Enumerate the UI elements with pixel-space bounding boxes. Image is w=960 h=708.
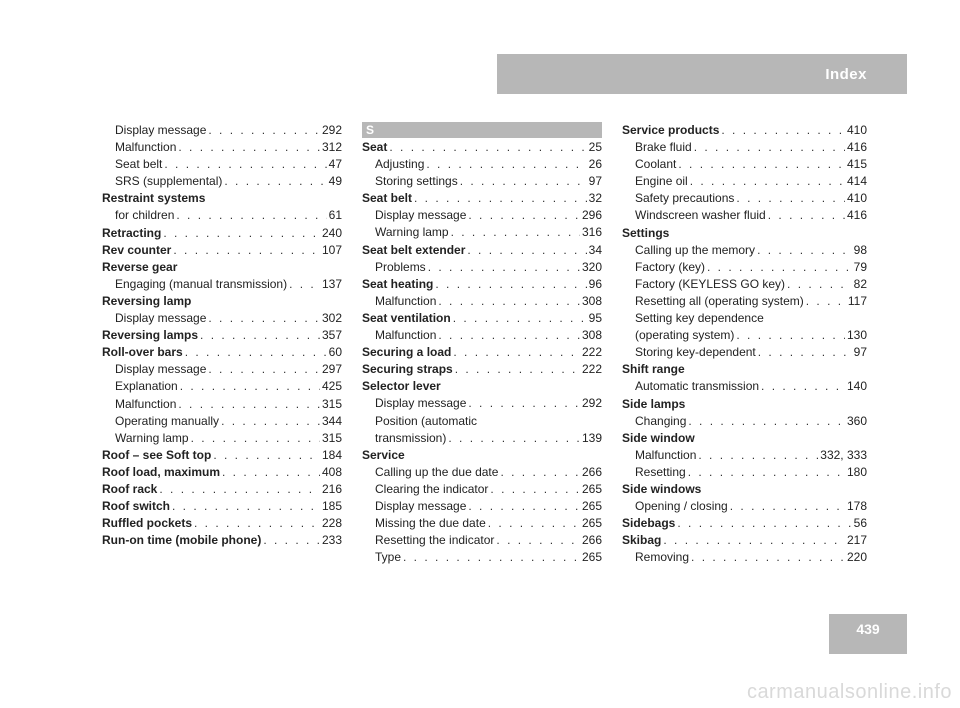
entry-page: 344	[321, 413, 342, 428]
entry-label: Seat belt	[115, 157, 163, 172]
index-entry	[362, 464, 602, 481]
leader-dots	[677, 515, 851, 532]
index-entry	[622, 498, 867, 515]
entry-label: Opening / closing	[635, 499, 728, 514]
index-entry	[362, 549, 602, 566]
leader-dots	[159, 481, 320, 498]
entry-page: 216	[321, 481, 342, 496]
entry-label: Roll-over bars	[102, 345, 183, 360]
index-entry	[102, 310, 342, 327]
leader-dots	[455, 361, 580, 378]
entry-page: 98	[853, 242, 867, 257]
entry-label: Display message	[115, 311, 207, 326]
entry-label: Roof – see Soft top	[102, 447, 212, 462]
entry-page: 185	[321, 499, 342, 514]
entry-label: Seat heating	[362, 276, 434, 291]
entry-label: Securing a load	[362, 345, 452, 360]
entry-label: Factory (key)	[635, 259, 706, 274]
index-entry	[102, 515, 342, 532]
leader-dots	[707, 259, 852, 276]
entry-label: Ruffled pockets	[102, 516, 193, 531]
entry-page: 357	[321, 328, 342, 343]
index-entry	[362, 395, 602, 412]
entry-label: Seat	[362, 140, 388, 154]
leader-dots	[438, 293, 580, 310]
index-entry	[362, 190, 602, 207]
entry-label: Seat belt	[362, 191, 413, 206]
leader-dots	[688, 413, 845, 430]
index-entry	[362, 361, 602, 378]
entry-label: Skibag	[622, 533, 662, 548]
entry-label: Roof load, maximum	[102, 464, 221, 479]
entry-page: 96	[588, 276, 602, 291]
index-entry	[622, 447, 867, 464]
leader-dots	[208, 122, 320, 139]
entry-label: SRS (supplemental)	[115, 174, 223, 189]
leader-dots	[688, 464, 845, 481]
leader-dots	[221, 413, 320, 430]
entry-label: for children	[115, 208, 175, 223]
index-entry	[362, 242, 602, 259]
entry-label: Storing key-dependent	[635, 345, 756, 360]
leader-dots	[663, 532, 845, 549]
leader-dots	[263, 532, 320, 549]
entry-label: Malfunction	[115, 140, 177, 155]
entry-page: 425	[321, 379, 342, 394]
index-entry	[102, 481, 342, 498]
entry-page: 320	[581, 259, 602, 274]
index-entry	[102, 207, 342, 224]
entry-page: 79	[853, 259, 867, 274]
leader-dots	[208, 310, 320, 327]
entry-label: Engine oil	[635, 174, 688, 189]
index-entry	[622, 293, 867, 310]
entry-page: 410	[846, 123, 867, 137]
header-bar	[497, 54, 907, 94]
entry-label: Resetting all (operating system)	[635, 293, 804, 308]
index-entry	[362, 515, 602, 532]
entry-page: 360	[846, 413, 867, 428]
index-entry	[102, 396, 342, 413]
index-entry	[362, 293, 602, 310]
leader-dots	[736, 190, 845, 207]
leader-dots	[694, 139, 845, 156]
entry-label: Type	[375, 550, 402, 565]
index-entry	[102, 327, 342, 344]
leader-dots	[191, 430, 320, 447]
index-entry	[622, 549, 867, 566]
entry-label: Malfunction	[635, 447, 697, 462]
index-entry	[622, 225, 867, 242]
entry-label: Shift range	[622, 362, 685, 377]
entry-label: Coolant	[635, 157, 677, 172]
leader-dots	[222, 464, 320, 481]
leader-dots	[208, 361, 320, 378]
leader-dots	[451, 224, 580, 241]
entry-page: 416	[846, 140, 867, 155]
index-entry	[622, 156, 867, 173]
index-entry	[622, 515, 867, 532]
entry-label: Automatic transmission	[635, 379, 760, 394]
entry-label: Display message	[375, 396, 467, 411]
entry-label: Service	[362, 447, 405, 462]
entry-page: 180	[846, 464, 867, 479]
index-entry	[102, 173, 342, 190]
entry-label: Run-on time (mobile phone)	[102, 533, 262, 548]
leader-dots	[414, 190, 587, 207]
entry-page: 415	[846, 157, 867, 172]
index-entry	[362, 327, 602, 344]
entry-label: Setting key dependence	[635, 311, 764, 326]
index-entry	[102, 464, 342, 481]
index-entry	[362, 310, 602, 327]
entry-page: 316	[581, 225, 602, 240]
entry-page: 414	[846, 174, 867, 189]
index-entry	[622, 378, 867, 395]
index-column-3	[622, 122, 867, 566]
index-entry	[102, 293, 342, 310]
leader-dots	[448, 430, 580, 447]
leader-dots	[403, 549, 580, 566]
index-entry	[102, 276, 342, 293]
leader-dots	[438, 327, 580, 344]
entry-label: Adjusting	[375, 157, 425, 172]
page-number-box	[829, 614, 907, 654]
leader-dots	[768, 207, 845, 224]
index-entry	[622, 481, 867, 498]
entry-label: Resetting the indicator	[375, 533, 495, 548]
leader-dots	[180, 378, 320, 395]
entry-page: 217	[846, 533, 867, 548]
leader-dots	[426, 156, 586, 173]
leader-dots	[490, 481, 580, 498]
index-entry	[102, 122, 342, 139]
entry-label: Windscreen washer fluid	[635, 208, 766, 223]
leader-dots	[453, 344, 580, 361]
leader-dots	[389, 139, 586, 156]
leader-dots	[428, 259, 580, 276]
index-entry	[102, 139, 342, 156]
index-entry	[622, 276, 867, 293]
index-entry	[102, 242, 342, 259]
entry-page: 222	[581, 362, 602, 377]
entry-page: 315	[321, 396, 342, 411]
entry-page: 265	[581, 516, 602, 531]
entry-label: Seat belt extender	[362, 242, 466, 257]
leader-dots	[787, 276, 852, 293]
entry-page: 140	[846, 379, 867, 394]
section-letter-bar: S	[362, 122, 602, 138]
entry-page: 265	[581, 550, 602, 565]
index-entry	[102, 361, 342, 378]
entry-page: 97	[853, 345, 867, 360]
leader-dots	[178, 139, 320, 156]
index-entry	[362, 139, 602, 156]
entry-page: 297	[321, 362, 342, 377]
entry-label: Position (automatic	[375, 413, 478, 428]
leader-dots	[460, 173, 587, 190]
index-entry	[622, 344, 867, 361]
index-entry	[362, 498, 602, 515]
leader-dots	[468, 498, 580, 515]
index-entry	[622, 413, 867, 430]
leader-dots	[761, 378, 845, 395]
entry-label: Settings	[622, 225, 670, 240]
entry-page: 266	[581, 533, 602, 548]
leader-dots	[758, 344, 852, 361]
index-entry	[622, 361, 867, 378]
index-entry	[362, 156, 602, 173]
entry-label: Display message	[115, 362, 207, 377]
index-entry	[102, 156, 342, 173]
entry-label: Reverse gear	[102, 259, 178, 274]
index-entry	[362, 276, 602, 293]
index-entry	[362, 173, 602, 190]
watermark: carmanualsonline.info	[746, 681, 952, 703]
leader-dots	[200, 327, 320, 344]
entry-page: 410	[846, 191, 867, 206]
leader-dots	[690, 173, 845, 190]
leader-dots	[289, 276, 320, 293]
leader-dots	[178, 396, 320, 413]
entry-page: 308	[581, 328, 602, 343]
entry-page: 292	[581, 396, 602, 411]
entry-page: 220	[846, 550, 867, 565]
index-entry	[102, 532, 342, 549]
leader-dots	[468, 395, 580, 412]
entry-label: Removing	[635, 550, 690, 565]
index-entry	[622, 532, 867, 549]
index-entry	[622, 396, 867, 413]
leader-dots	[736, 327, 845, 344]
index-entry	[362, 532, 602, 549]
index-entry	[362, 430, 602, 447]
index-entry	[622, 464, 867, 481]
entry-label: Changing	[635, 413, 687, 428]
leader-dots	[678, 156, 845, 173]
entry-page: 265	[581, 481, 602, 496]
index-entry	[362, 207, 602, 224]
entry-page: 60	[328, 345, 342, 360]
entry-label: Roof switch	[102, 499, 170, 514]
entry-page: 292	[321, 123, 342, 137]
index-entry	[102, 190, 342, 207]
index-entry	[362, 259, 602, 276]
index-entry	[362, 481, 602, 498]
entry-label: Restraint systems	[102, 191, 206, 206]
entry-page: 137	[321, 276, 342, 291]
entry-page: 26	[588, 157, 602, 172]
entry-page: 49	[328, 174, 342, 189]
entry-label: Calling up the memory	[635, 242, 756, 257]
entry-page: 233	[321, 533, 342, 548]
index-entry	[102, 344, 342, 361]
leader-dots	[496, 532, 580, 549]
leader-dots	[467, 242, 586, 259]
leader-dots	[163, 225, 320, 242]
entry-label: Sidebags	[622, 516, 676, 531]
index-entry	[622, 430, 867, 447]
entry-label: Side lamps	[622, 396, 686, 411]
leader-dots	[435, 276, 586, 293]
entry-page: 56	[853, 516, 867, 531]
entry-label: Display message	[115, 123, 207, 137]
entry-label: Malfunction	[375, 328, 437, 343]
entry-page: 240	[321, 225, 342, 240]
index-entry	[622, 139, 867, 156]
entry-page: 265	[581, 498, 602, 513]
leader-dots	[757, 242, 852, 259]
entry-page: 34	[588, 242, 602, 257]
entry-label: Missing the due date	[375, 516, 486, 531]
page-title: Index	[825, 66, 867, 83]
entry-label: Securing straps	[362, 362, 453, 377]
entry-page: 82	[853, 276, 867, 291]
entry-page: 222	[581, 345, 602, 360]
entry-label: Rev counter	[102, 242, 172, 257]
leader-dots	[213, 447, 320, 464]
entry-label: Roof rack	[102, 481, 158, 496]
index-entry	[622, 259, 867, 276]
entry-page: 139	[581, 430, 602, 445]
index-entry	[102, 498, 342, 515]
leader-dots	[185, 344, 327, 361]
index-entry	[622, 310, 867, 327]
entry-label: Selector lever	[362, 379, 441, 394]
entry-label: Side windows	[622, 481, 702, 496]
entry-label: Warning lamp	[375, 225, 449, 240]
entry-label: Brake fluid	[635, 140, 692, 155]
entry-label: Service products	[622, 123, 720, 137]
entry-label: Warning lamp	[115, 430, 189, 445]
entry-label: Calling up the due date	[375, 464, 499, 479]
entry-page: 184	[321, 447, 342, 462]
index-entry	[622, 173, 867, 190]
entry-label: Engaging (manual transmission)	[115, 276, 288, 291]
entry-label: Reversing lamps	[102, 328, 199, 343]
entry-page: 312	[321, 140, 342, 155]
index-entry	[102, 413, 342, 430]
leader-dots	[721, 122, 845, 139]
entry-page: 97	[588, 174, 602, 189]
leader-dots	[806, 293, 846, 310]
entry-label: Factory (KEYLESS GO key)	[635, 276, 786, 291]
leader-dots	[224, 173, 326, 190]
index-entry	[362, 344, 602, 361]
entry-page: 107	[321, 242, 342, 257]
entry-page: 302	[321, 311, 342, 326]
leader-dots	[173, 242, 320, 259]
leader-dots	[500, 464, 580, 481]
entry-label: (operating system)	[635, 328, 735, 343]
index-entry	[362, 378, 602, 395]
index-entry	[622, 122, 867, 139]
entry-page: 32	[588, 191, 602, 206]
leader-dots	[468, 207, 580, 224]
entry-page: 95	[588, 310, 602, 325]
index-entry	[362, 224, 602, 241]
leader-dots	[488, 515, 580, 532]
entry-label: Safety precautions	[635, 191, 735, 206]
entry-label: Problems	[375, 259, 426, 274]
entry-label: Resetting	[635, 464, 686, 479]
entry-page: 47	[328, 157, 342, 172]
index-column-1	[102, 122, 342, 549]
leader-dots	[176, 207, 326, 224]
entry-label: Storing settings	[375, 174, 458, 189]
leader-dots	[730, 498, 845, 515]
entry-page: 61	[328, 208, 342, 223]
index-entry	[622, 327, 867, 344]
entry-page: 228	[321, 516, 342, 531]
entry-label: Explanation	[115, 379, 178, 394]
index-entry	[622, 242, 867, 259]
index-entry	[362, 447, 602, 464]
leader-dots	[691, 549, 845, 566]
entry-page: 308	[581, 293, 602, 308]
index-entry	[622, 207, 867, 224]
leader-dots	[453, 310, 587, 327]
index-entry	[362, 413, 602, 430]
entry-page: 408	[321, 464, 342, 479]
index-entry	[102, 430, 342, 447]
entry-page: 416	[846, 208, 867, 223]
index-entry	[102, 378, 342, 395]
entry-label: Operating manually	[115, 413, 220, 428]
index-entry	[102, 447, 342, 464]
index-entry	[102, 259, 342, 276]
leader-dots	[172, 498, 320, 515]
entry-label: Display message	[375, 498, 467, 513]
entry-label: Malfunction	[115, 396, 177, 411]
leader-dots	[164, 156, 326, 173]
entry-page: 178	[846, 499, 867, 514]
entry-label: Seat ventilation	[362, 310, 451, 325]
entry-label: transmission)	[375, 430, 447, 445]
entry-page: 266	[581, 464, 602, 479]
entry-label: Side window	[622, 430, 695, 445]
index-entry	[622, 190, 867, 207]
entry-label: Reversing lamp	[102, 293, 192, 308]
entry-label: Clearing the indicator	[375, 481, 489, 496]
entry-page: 117	[847, 293, 867, 308]
index-column-2	[362, 122, 602, 566]
index-entry	[102, 225, 342, 242]
entry-label: Retracting	[102, 225, 162, 240]
leader-dots	[698, 447, 818, 464]
entry-label: Malfunction	[375, 293, 437, 308]
page-number: 439	[856, 621, 880, 637]
entry-label: Display message	[375, 208, 467, 223]
entry-page: 315	[321, 430, 342, 445]
entry-page: 296	[581, 208, 602, 223]
entry-page: 332, 333	[820, 447, 867, 462]
leader-dots	[194, 515, 320, 532]
entry-page: 130	[846, 328, 867, 343]
entry-page: 25	[588, 140, 602, 154]
